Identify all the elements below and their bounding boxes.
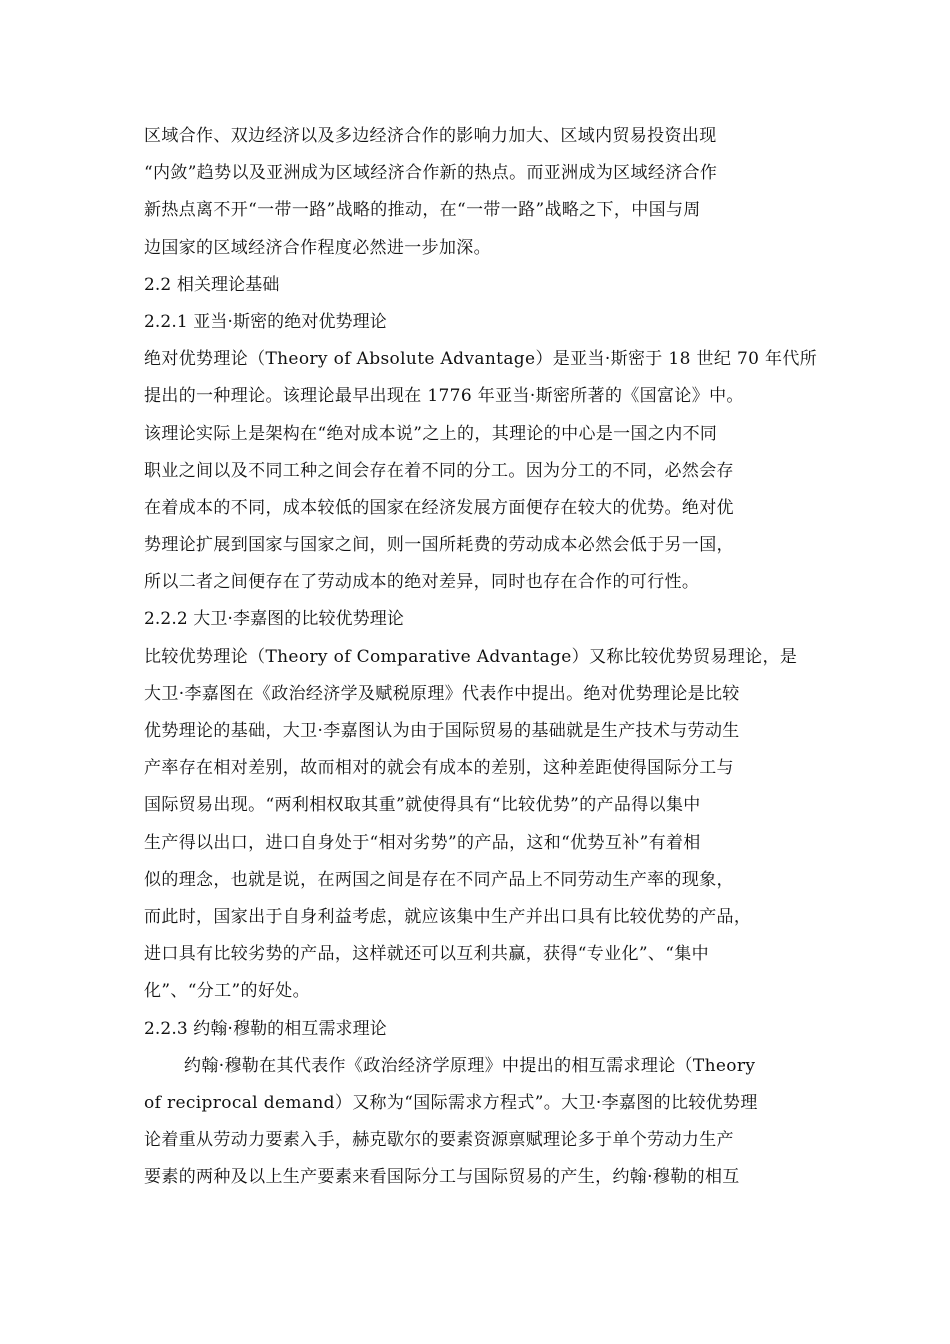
text-line: 该理论实际上是架构在“绝对成本说”之上的，其理论的中心是一国之内不同 xyxy=(144,423,718,444)
text-line: 在着成本的不同，成本较低的国家在经济发展方面便存在较大的优势。绝对优 xyxy=(144,497,734,518)
text-line: 所以二者之间便存在了劳动成本的绝对差异，同时也存在合作的可行性。 xyxy=(144,572,700,593)
text-line: 区域合作、双边经济以及多边经济合作的影响力加大、区域内贸易投资出现 xyxy=(144,126,717,146)
text-line: 进口具有比较劣势的产品，这样就还可以互利共赢，获得“专业化”、“集中 xyxy=(144,944,709,965)
text-line: “内敛”趋势以及亚洲成为区域经济合作新的热点。而亚洲成为区域经济合作 xyxy=(144,163,718,184)
text-line: 新热点离不开“一带一路”战略的推动，在“一带一路”战略之下，中国与周 xyxy=(144,200,701,221)
text-line: 边国家的区域经济合作程度必然进一步加深。 xyxy=(144,237,491,258)
subsection-heading: 2.2.2 大卫·李嘉图的比较优势理论 xyxy=(144,609,404,630)
text-line: 产率存在相对差别，故而相对的就会有成本的差别，这种差距使得国际分工与 xyxy=(144,758,734,779)
text-line: 大卫·李嘉图在《政治经济学及赋税原理》代表作中提出。绝对优势理论是比较 xyxy=(144,683,740,704)
text-line: 提出的一种理论。该理论最早出现在 1776 年亚当·斯密所著的《国富论》中。 xyxy=(144,386,744,407)
text-line: 约翰·穆勒在其代表作《政治经济学原理》中提出的相互需求理论（Theory xyxy=(184,1055,756,1076)
text-line: 职业之间以及不同工种之间会存在着不同的分工。因为分工的不同，必然会存 xyxy=(144,460,734,481)
subsection-heading: 2.2.3 约翰·穆勒的相互需求理论 xyxy=(144,1018,387,1039)
text-line: 论着重从劳动力要素入手，赫克歇尔的要素资源禀赋理论多于单个劳动力生产 xyxy=(144,1130,734,1151)
document-body xyxy=(144,118,816,1196)
text-line: 优势理论的基础，大卫·李嘉图认为由于国际贸易的基础就是生产技术与劳动生 xyxy=(144,721,740,741)
text-line: 而此时，国家出于自身利益考虑，就应该集中生产并出口具有比较优势的产品， xyxy=(144,906,752,927)
text-line: 势理论扩展到国家与国家之间，则一国所耗费的劳动成本必然会低于另一国， xyxy=(144,535,734,556)
subsection-heading: 2.2.1 亚当·斯密的绝对优势理论 xyxy=(144,311,387,332)
text-line: 似的理念，也就是说，在两国之间是存在不同产品上不同劳动生产率的现象， xyxy=(144,869,734,890)
text-line: 要素的两种及以上生产要素来看国际分工与国际贸易的产生，约翰·穆勒的相互 xyxy=(144,1167,740,1188)
section-heading: 2.2 相关理论基础 xyxy=(144,274,280,295)
text-line: 绝对优势理论（Theory of Absolute Advantage）是亚当·斯密于 18 世纪 70 年代所 xyxy=(144,349,818,370)
text-line: 国际贸易出现。“两利相权取其重”就使得具有“比较优势”的产品得以集中 xyxy=(144,795,701,816)
text-line: 比较优势理论（Theory of Comparative Advantage）又称比较优势贸易理论，是 xyxy=(144,646,798,667)
text-line: of reciprocal demand）又称为“国际需求方程式”。大卫·李嘉图的比较优势理 xyxy=(144,1092,758,1113)
text-line: 生产得以出口，进口自身处于“相对劣势”的产品，这和“优势互补”有着相 xyxy=(144,832,701,853)
text-line: 化”、“分工”的好处。 xyxy=(144,981,310,1002)
